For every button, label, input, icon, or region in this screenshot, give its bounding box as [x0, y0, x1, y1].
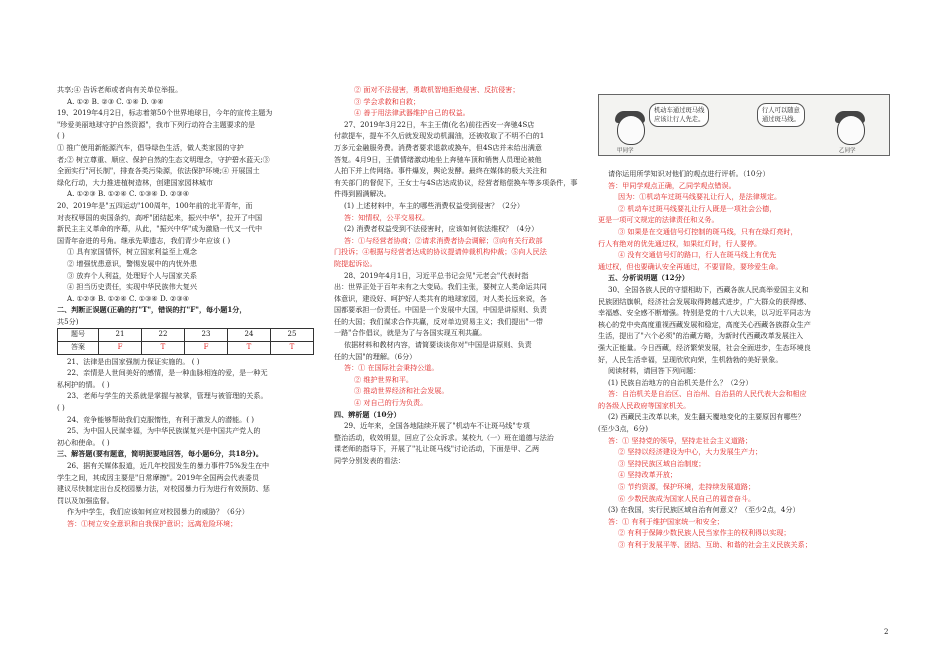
text-line: 者;② 树立尊重、顺应、保护自然的生态文明理念，守护碧水蓝天;③	[57, 154, 270, 164]
table-cell: T	[271, 342, 314, 355]
text-line: 同学分别发表的看法：	[334, 456, 405, 465]
text-line: 有关部门的督促下，王女士与4S店达成协议，经营者赔偿换车等多项条件，事	[334, 177, 578, 187]
text-line: 强大正能量。今日西藏，经济繁荣发展，社会全面进步，生态环境良	[598, 342, 811, 352]
text-line: 罚以及加强监督。	[57, 495, 114, 505]
table-cell: 25	[271, 329, 314, 342]
text-line: 绿化行动，大力推进植树造林，创建国家园林城市	[57, 177, 214, 187]
text-line: 付款提车，提车不久后就发现发动机漏油，还被收取了不明不白的1	[334, 131, 545, 141]
text-line: (至少3点，6分)	[598, 424, 649, 434]
text-line: (1) 上述材料中，车主的哪些消费权益受到侵害？（2分）	[344, 200, 524, 210]
text-line: 国都要承担一份责任。中国是一个发展中大国，中国是讲原则、负责	[334, 305, 547, 315]
text-line: ③ 如果是在交通信号灯控制的斑马线，只有在绿灯亮时，	[618, 226, 798, 236]
text-line: 四、辨析题（10分）	[334, 409, 401, 419]
text-line: ④ 没有交通信号灯的路口，行人在斑马线上有优先	[618, 250, 777, 260]
comic-label-left: 甲同学	[617, 148, 634, 154]
text-line: 作为中学生，我们应该如何应对校园暴力的威胁？（6分）	[67, 507, 249, 517]
text-line: 对丧权辱国的卖国条约，高呼"团结起来，振兴中华"，拉开了中国	[57, 212, 263, 222]
text-line: 答：知情权，公平交易权。	[344, 212, 430, 222]
text-line: 因为：①机动车过斑马线要礼让行人，是法律规定。	[618, 192, 782, 202]
text-line: 答：甲同学观点正确，乙同学观点错误。	[608, 180, 736, 190]
text-line: 答：① 有利于维护国家统一和安全；	[608, 516, 724, 526]
text-line: 19、2019年4月2日，标志着第50个世界地球日，今年的宣传主题为	[57, 108, 273, 118]
text-line: 依据材料和教材内容，请简要谈谈你对"中国是讲原则、负责	[344, 340, 532, 350]
text-line: ③ 学会求救和自救；	[354, 96, 421, 106]
table-header-row	[58, 329, 314, 342]
text-line: 学生之间，其成因主要是"日常摩擦"。2019年全国两会代表委员	[57, 472, 259, 482]
bubble-line: 通过斑马线。	[762, 116, 800, 123]
table-cell: T	[228, 342, 271, 355]
text-line: 私柯护的情。 ( )	[57, 379, 110, 389]
text-line: ② 坚持以经济建设为中心，大力发展生产力；	[618, 447, 763, 457]
text-line: 一路"合作倡议，就是为了与各国实现互利共赢。	[334, 328, 487, 338]
text-line: 人拍下并上传网络。事件爆发，舆论发酵。最终在媒体的极大关注和	[334, 166, 547, 176]
text-line: 国青年奋进的号角。继承先辈遗志，我们青少年应该 ( )	[57, 235, 231, 245]
text-line: 新民主主义革命的序幕，从此，"振兴中华"成为激励一代又一代中	[57, 224, 263, 234]
speech-bubble-right	[757, 103, 805, 127]
table-cell: 22	[142, 329, 185, 342]
text-line: ② 增强忧患意识，警惕发展中的内忧外患	[67, 258, 197, 268]
text-line: 万多元金融服务费。消费者要求退款或换车，但4S店并未给出满意	[334, 142, 542, 152]
text-line: 22、亲情是人世间美好的感情，是一种血脉相连的爱，是一种无	[67, 368, 268, 378]
text-line: 26、据有关媒体报道，近几年校园发生的暴力事件75%发生在中	[67, 461, 270, 470]
text-line: ( )	[57, 403, 65, 413]
student-face-icon	[837, 115, 865, 145]
bubble-line: 行人可以随意	[762, 107, 800, 114]
text-line: 初心和使命。 ( )	[57, 437, 110, 447]
text-line: 五、分析说明题（12分）	[608, 273, 689, 283]
table-cell: F	[185, 342, 228, 355]
text-line: 的各级人民政府等国家机关。	[598, 400, 691, 410]
table-cell: F	[99, 342, 142, 355]
bubble-line: 应该让行人先走。	[654, 116, 705, 123]
text-line: 三、解答题(要有题意，简明扼要地回答，每小题6分，共18分)。	[57, 449, 263, 459]
text-line: (2) 消费者权益受到不法侵害时，应该如何依法维权？（4分）	[344, 224, 539, 234]
text-line: 答：自治机关是自治区、自治州、自治县的人民代表大会和相应	[608, 389, 807, 399]
text-line: ② 有利于保障少数民族人民当家作主的权利得以实现；	[618, 528, 791, 538]
text-line: ③ 有利于发展平等、团结、互助、和谐的社会主义民族关系；	[618, 540, 812, 549]
text-line: "珍爱美丽地球守护自然资源"，我市下列行动符合主题要求的是	[57, 119, 256, 129]
text-line: ④ 坚持改革开放；	[618, 470, 678, 480]
text-line: 建议尽快制定出台反校园暴力法，对校园暴力行为进行有效预防、惩	[57, 484, 270, 494]
text-line: 27、2019年3月22日，车主王倩(化名)前往西安一奔驰4S店	[344, 119, 535, 129]
text-line: (1) 民族自治地方的自治机关是什么？（2分）	[608, 377, 753, 387]
text-line: ③ 推动世界经济和社会发展。	[354, 386, 449, 396]
text-line: 共5分)	[57, 316, 79, 326]
table-cell: 24	[228, 329, 271, 342]
text-line: 生活，提出了"六个必须"的治藏方略，为新时代西藏改革发展注入	[598, 331, 804, 341]
text-line: 21、法律是由国家强制力保证实施的。 ( )	[67, 356, 200, 366]
text-line: 更是一项可文规定的法律责任和义务。	[598, 215, 719, 225]
col1-lines	[57, 84, 332, 327]
text-line: ① 推广使用新能源汽车，倡导绿色生活，做人类家园的守护	[57, 142, 244, 152]
text-line: 29、近年来，全国各地陆续开展了"机动车不让斑马线"专项	[344, 421, 530, 431]
table-row	[58, 342, 314, 355]
text-line: 任的大国；我们谋求合作共赢，反对单边贸易主义；我们提出"一带	[334, 316, 543, 326]
text-line: 院提起诉讼。	[334, 258, 377, 268]
text-line: 好，人民生活幸福，呈现欣欣向荣，生机勃勃的美好景象。	[598, 354, 783, 364]
table-cell: 21	[99, 329, 142, 342]
text-line: 24、竞争能够帮助我们克服惰性，有利于激发人的潜能。( )	[67, 414, 255, 424]
table-cell: T	[142, 342, 185, 355]
text-line: 门投诉；④根据与经营者达成的协议提请仲裁机构仲裁；⑤向人民法	[334, 247, 547, 257]
middle-column	[334, 84, 610, 467]
text-line: ③ 放弃个人利益，处理好个人与国家关系	[67, 270, 197, 280]
text-line: 通过权，但也要确认安全再通过，不要冒险，要珍爱生命。	[598, 261, 783, 271]
table-cell: 答案	[58, 342, 99, 355]
text-line: 出：世界正处于百年未有之大变局。我们主张，要树立人类命运共同	[334, 282, 547, 292]
col1-lines-b	[57, 356, 332, 530]
text-line: 体意识，建设好、呵护好人类共有的地球家园，对人类长远来说，各	[334, 293, 547, 303]
text-line: ⑤ 节约资源，保护环境，走持续发展道路；	[618, 482, 756, 492]
text-line: 答：① 在国际社会秉持公道。	[344, 363, 439, 373]
comic-illustration	[598, 94, 890, 156]
text-line: ① 具有家国情怀，树立国家利益至上观念	[67, 247, 197, 257]
text-line: ③ 坚持民族区域自治制度；	[618, 458, 706, 468]
text-line: 任的大国"的理解。（6分）	[334, 351, 417, 361]
text-line: 25、为中国人民谋幸福，为中华民族谋复兴是中国共产党人的	[67, 426, 261, 436]
text-line: (2) 西藏民主改革以来，发生翻天覆地变化的主要原因有哪些？	[608, 412, 805, 422]
comic-label-right: 乙同学	[839, 148, 856, 154]
left-column	[57, 84, 332, 530]
text-line: 答：①与经营者协商；②请求消费者协会调解；③向有关行政部	[344, 235, 543, 245]
text-line: ④ 善于用法律武器维护自己的权益。	[354, 108, 470, 118]
text-line: 阅读材料，请回答下列问题：	[608, 366, 701, 376]
speech-bubble-left	[649, 103, 709, 127]
text-line: ( )	[57, 131, 65, 141]
text-line: 核心的党中央高度重视西藏发展和稳定，高度关心西藏各族群众生产	[598, 319, 811, 329]
judge-answer-table	[57, 328, 314, 354]
text-line: 请你运用所学知识对他们的观点进行评析。（10分）	[608, 169, 770, 178]
text-line: 答复。4月9日，王倩情绪激动地坐上奔驰车顶和销售人员理论被他	[334, 154, 542, 164]
text-line: ② 面对不法侵害，勇敢机智地拒绝侵害、反抗侵害；	[354, 85, 520, 94]
text-line: A. ①②③ B. ①②④ C. ①③④ D. ②③④	[67, 189, 190, 199]
text-line: 30、全国各族人民的守望相助下，西藏各族人民高举爱国主义和	[608, 284, 809, 294]
text-line: 行人有绝对的优先通过权，如果红灯时，行人要停。	[598, 238, 762, 248]
text-line: (3) 在我国，实行民族区域自治有何意义？（至少2点，4分）	[608, 505, 800, 515]
text-line: 20、2019年是"五四运动"100周年，100年前的北平青年，而	[57, 200, 253, 210]
text-line: 28、2019年4月1日，习近平总书记会见"元老会"代表时指	[344, 270, 529, 280]
table-cell: 题号	[58, 329, 99, 342]
text-line: ② 机动车过斑马线要礼让行人既是一项社会公德，	[618, 203, 777, 213]
text-line: ④ 担当历史责任，实现中华民族伟大复兴	[67, 282, 197, 292]
text-line: 答：① 坚持党的领导，坚持走社会主义道路；	[608, 435, 753, 445]
bubble-line: 机动车通过斑马线	[654, 107, 705, 114]
text-line: ② 维护世界和平。	[354, 374, 414, 384]
right-column	[598, 168, 890, 551]
text-line: 23、老师与学生的关系就是掌握与被掌，管理与被管理的关系。	[67, 391, 268, 401]
text-line: A. ①② B. ②③ C. ①④ D. ③④	[67, 96, 164, 106]
text-line: 民族团结旗帜，经济社会发展取得跨越式进步，广大群众的获得感、	[598, 296, 811, 306]
text-line: 答：①树立安全意识和自我保护意识；远离危险环境；	[67, 518, 238, 528]
text-line: 全面实行"河长制"，排查各类污染源，依法保护环境;④ 开展国土	[57, 166, 260, 176]
text-line: A. ①②③ B. ①②④ C. ①③④ D. ②③④	[67, 293, 190, 303]
table-cell: 23	[185, 329, 228, 342]
student-face-icon	[617, 115, 645, 145]
text-line: 课老师的指导下，开展了"礼让斑马线"讨论活动，下面是甲、乙两	[334, 444, 540, 454]
text-line: 共享;④ 告诉老师或者向有关单位举报。	[57, 85, 183, 94]
text-line: 二、判断正误题(正确的打"T"，错误的打"F"，每小题1分，	[57, 305, 247, 315]
text-line: 件得到圆满解决。	[334, 189, 391, 199]
text-line: ⑥ 少数民族成为国家人民自己的福音奋斗。	[618, 493, 756, 503]
text-line: 幸福感、安全感不断增强。特别是党的十八大以来，以习近平同志为	[598, 308, 811, 318]
text-line: 整治活动，收效明显，回应了公众诉求。某校九（一）班在道德与法治	[334, 432, 554, 442]
page-number: 2	[884, 628, 889, 636]
text-line: ④ 对自己的行为负责。	[354, 398, 428, 408]
